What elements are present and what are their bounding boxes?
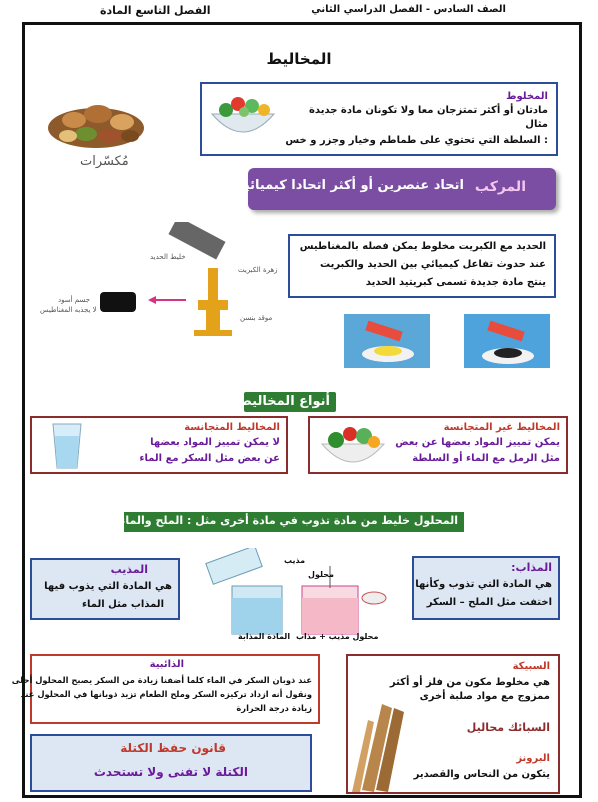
solubility-line1: عند ذوبان السكر في الماء كلما أضفنا زيادة من السكر يصبح المحلول أحلى <box>11 675 312 685</box>
bronze-text: يتكون من النحاس والقصدير <box>413 769 550 780</box>
hetero-heading: المخاليط غير المتجانسة <box>443 422 560 433</box>
experiment-line2: عند حدوث تفاعل كيميائي بين الحديد والكبريت <box>320 259 546 270</box>
solubility-heading: الذائبية <box>149 659 184 670</box>
solute-line1: هي المادة التي تذوب وكأنها <box>415 579 552 590</box>
nuts-caption: مُكسّرات <box>80 154 129 169</box>
homogeneous-card <box>30 416 288 474</box>
heterogeneous-card <box>308 416 568 474</box>
solubility-line3: زيادة درجة الحرارة <box>236 703 312 713</box>
water-glass-icon <box>50 422 84 470</box>
bronze-heading: البرونز <box>516 753 550 764</box>
mixture-line2: مثال <box>525 119 548 130</box>
beaker-label-solution: محلول <box>308 570 334 579</box>
homo-line2: عن بعض مثل السكر مع الماء <box>139 453 280 464</box>
experiment-card <box>288 234 556 298</box>
salad-icon <box>318 422 388 472</box>
solubility-card <box>11 654 320 724</box>
hetero-line1: يمكن تمييز المواد بعضها عن بعض <box>395 437 560 448</box>
solute-heading: المذاب: <box>511 561 552 574</box>
label-not-magnetic: لا يجذبه المغناطيس <box>40 306 97 314</box>
alloy-line2: ممزوج مع مواد صلبة أخرى <box>419 691 550 702</box>
conservation-heading: قانون حفظ الكتلة <box>120 741 226 755</box>
nuts-image <box>46 92 146 150</box>
beaker-label-result: محلول مذيب + مذاب <box>296 632 379 641</box>
types-title-bar <box>238 392 336 412</box>
mixture-card <box>200 82 558 156</box>
header-grade: الصف السادس - الفصل الدراسي الثاني <box>311 4 506 15</box>
beaker-label-solvent: مذيب <box>284 556 306 565</box>
solubility-line2: ونقول أنه ازداد تركيزه السكر وملح الطعام تزيد ذوبانها في المحلول عند <box>20 689 312 699</box>
label-black-body: جسم أسود <box>58 296 90 304</box>
iron-photo <box>464 314 550 368</box>
conservation-card <box>30 734 312 792</box>
hetero-line2: مثل الرمل مع الماء أو السلطة <box>412 453 560 464</box>
label-sulfur-flower: زهرة الكبريت <box>238 266 278 274</box>
solvent-line2: المذاب مثل الماء <box>81 599 164 610</box>
sulfur-photo <box>344 314 430 368</box>
solution-banner-text: المحلول خليط من مادة تذوب في مادة أخرى مثل : الملح والماء <box>119 514 458 527</box>
solvent-heading: المذيب <box>110 563 148 576</box>
header-chapter: الفصل التاسع المادة <box>100 4 211 17</box>
solvent-line1: هي المادة التي يذوب فيها <box>44 581 172 592</box>
experiment-line3: ينتج مادة جديدة تسمى كبريتيد الحديد <box>365 277 546 288</box>
label-burner: موقد بنسن <box>240 314 273 322</box>
solution-banner <box>119 512 464 532</box>
page-title: المخاليط <box>266 50 332 68</box>
conservation-line1: الكتلة لا تفنى ولا تستحدث <box>93 765 248 779</box>
solvent-card <box>30 558 180 620</box>
experiment-line1: الحديد مع الكبريت مخلوط يمكن فصله بالمغناطيس <box>299 241 546 252</box>
solute-line2: اختفت مثل الملح – السكر <box>426 597 552 608</box>
compound-definition: اتحاد عنصرين أو أكثر اتحادا كيميائيا <box>239 178 464 193</box>
compound-card <box>239 168 556 210</box>
homo-line1: لا يمكن تمييز المواد بعضها <box>150 437 280 448</box>
alloy-heading: السبيكة <box>512 661 550 672</box>
iron-sulfur-experiment-diagram <box>30 222 280 340</box>
homo-heading: المخاليط المتجانسة <box>184 422 280 433</box>
alloy-line1: هي مخلوط مكون من فلز أو أكثر <box>389 677 550 688</box>
types-title: أنواع المخاليط <box>238 394 330 409</box>
solute-card <box>412 556 560 620</box>
mixture-line3: : السلطة التي تحتوي على طماطم وخيار وجزر و خس <box>285 135 548 146</box>
alloy-card <box>346 654 560 794</box>
label-iron-mix: خليط الحديد <box>150 253 186 261</box>
mixture-heading: المخلوط <box>506 91 548 102</box>
mixture-line1: مادتان أو أكثر تمتزجان معا ولا تكونان مادة جديدة <box>309 105 548 116</box>
bronze-bars-image <box>352 700 408 792</box>
salad-bowl-icon <box>208 92 278 142</box>
alloy-sub: السبائك محاليل <box>466 721 550 734</box>
compound-label: المركب <box>474 179 526 195</box>
beaker-label-solute: المادة المذابة <box>238 632 291 641</box>
